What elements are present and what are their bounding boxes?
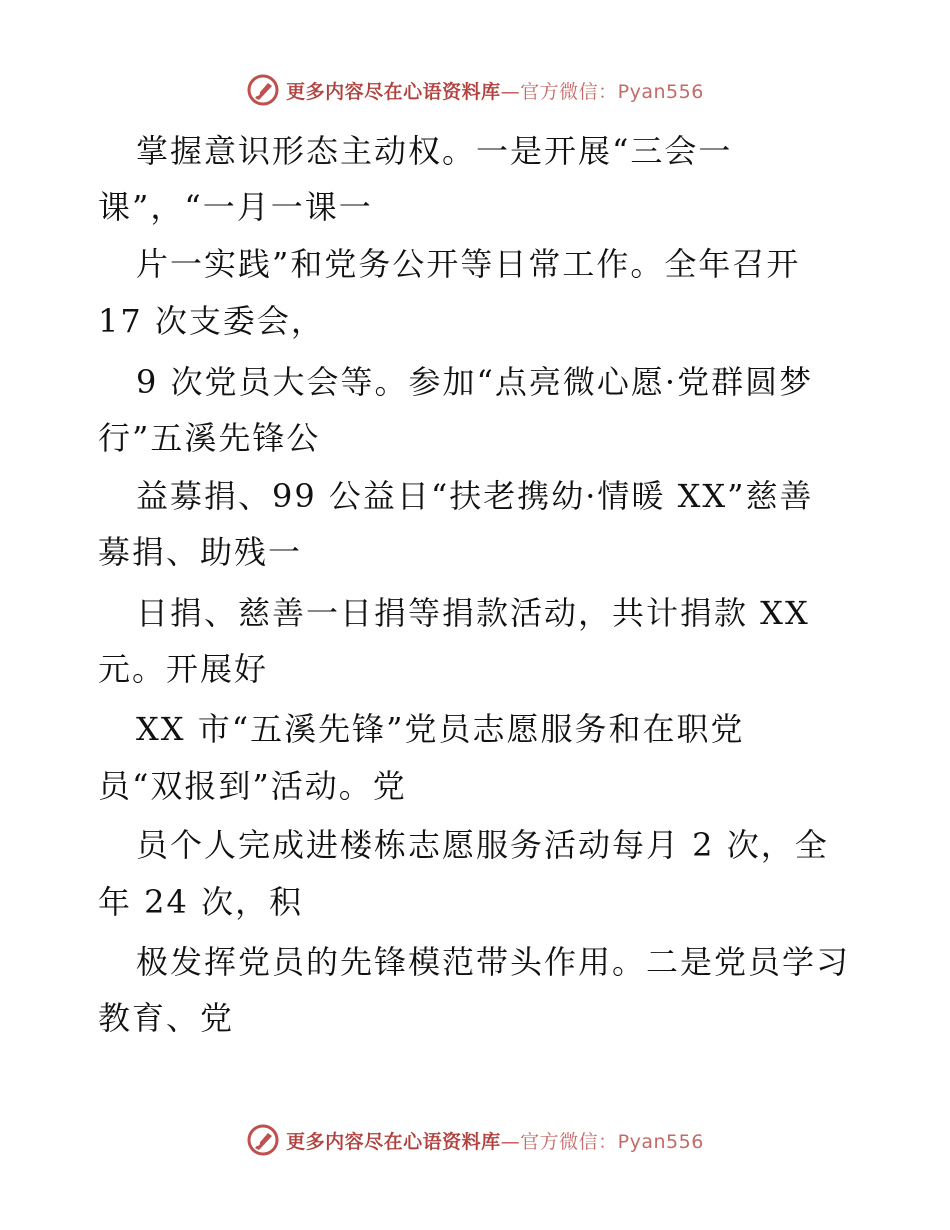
text-line: 课”，“一月一课一 — [98, 188, 373, 226]
footer-watermark — [0, 1120, 950, 1160]
pen-circle-logo-icon — [246, 1123, 280, 1157]
watermark-tail: 官方微信：Pyan556 — [520, 1130, 704, 1153]
text-line: 募捐、助残一 — [98, 533, 303, 571]
text-line: 员个人完成进楼栋志愿服务活动每月 2 次，全 — [136, 826, 829, 864]
text-line: 员“双报到”活动。党 — [98, 767, 407, 805]
text-line: XX 市“五溪先锋”党员志愿服务和在职党 — [136, 710, 745, 748]
text-line: 极发挥党员的先锋模范带头作用。二是党员学习 — [136, 943, 851, 981]
watermark-text — [286, 1127, 704, 1154]
text-line: 9 次党员大会等。参加“点亮微心愿·党群圆梦 — [136, 363, 814, 401]
watermark-dash: — — [500, 80, 521, 103]
text-line: 益募捐、99 公益日“扶老携幼·情暖 XX”慈善 — [136, 477, 814, 515]
text-line: 17 次支委会， — [98, 302, 325, 340]
text-line: 行”五溪先锋公 — [98, 419, 321, 457]
text-line: 元。开展好 — [98, 650, 269, 688]
watermark-lead: 更多内容尽在心语资料库 — [286, 1130, 501, 1153]
text-line: 日捐、慈善一日捐等捐款活动，共计捐款 XX — [136, 594, 810, 632]
text-line: 年 24 次，积 — [98, 883, 304, 921]
watermark-dash: — — [500, 1130, 521, 1153]
pen-circle-logo-icon — [246, 73, 280, 107]
header-watermark — [0, 70, 950, 110]
text-line: 片一实践”和党务公开等日常工作。全年召开 — [136, 245, 801, 283]
text-line: 掌握意识形态主动权。一是开展“三会一 — [136, 132, 733, 170]
watermark-lead: 更多内容尽在心语资料库 — [286, 80, 501, 103]
watermark-text — [286, 77, 704, 104]
watermark-tail: 官方微信：Pyan556 — [520, 80, 704, 103]
text-line: 教育、党 — [98, 999, 235, 1037]
